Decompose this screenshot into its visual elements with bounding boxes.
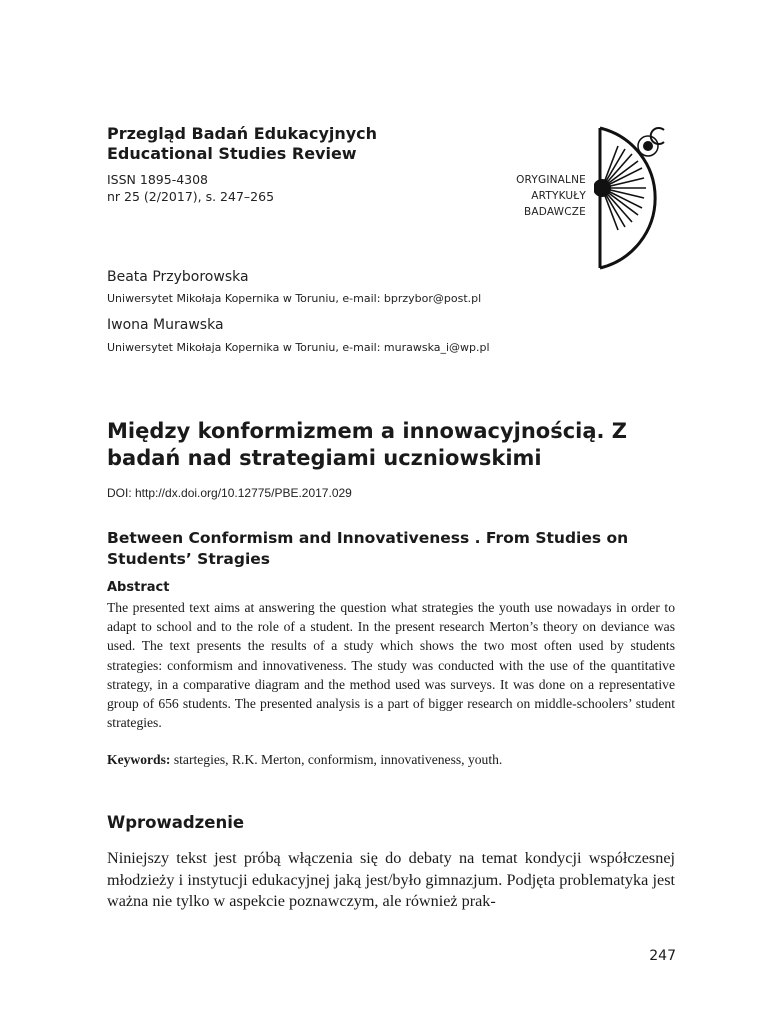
article-title-pl: Między konformizmem a innowacyjnością. Z badań nad strategiami uczniowskimi [107, 419, 628, 470]
doi-link[interactable]: DOI: http://dx.doi.org/10.12775/PBE.2017.029 [107, 486, 352, 500]
journal-meta [107, 171, 274, 205]
issue-info: nr 25 (2/2017), s. 247–265 [107, 189, 275, 204]
journal-title-pl: Przegląd Badań Edukacyjnych [107, 124, 378, 143]
abstract-text: The presented text aims at answering the question what strategies the youth use nowadays in order to adapt to school and to the role of a student. In the present research Merton’s theory on deviance was used. The text presents the results of a study which shows the two most often used by students strategies: conformism and innovativeness. The study was conducted with the use of the quantitative strategy, in a comparative diagram and the method used was surveys. It was done on a representative group of 656 students. The presented analysis is a part of bigger research on middle-schoolers’ student strategies. [107, 600, 675, 731]
section-heading: Wprowadzenie [107, 813, 245, 832]
journal-title [107, 124, 377, 164]
abstract-heading: Abstract [107, 580, 170, 595]
page-number: 247 [649, 948, 676, 964]
section-body: Niniejszy tekst jest próbą włączenia się do debaty na temat kondycji współczesnej młodzieży i instytucji edukacyjnej jaką jest/było gimnazjum. Podjęta problematyka jest ważna nie tylko w aspekcie poznawczym, ale również prak- [107, 849, 675, 910]
keywords-list: startegies, R.K. Merton, conformism, innovativeness, youth. [173, 752, 503, 767]
article-type-badge: ORYGINALNE ARTYKUŁY BADAWCZE [516, 174, 586, 218]
author-name: Iwona Murawska [107, 317, 224, 333]
keywords [107, 752, 677, 768]
author-affiliation: Uniwersytet Mikołaja Kopernika w Toruniu, e-mail: bprzybor@post.pl [107, 292, 482, 305]
author-name: Beata Przyborowska [107, 269, 249, 285]
author-affiliation: Uniwersytet Mikołaja Kopernika w Toruniu, e-mail: murawska_i@wp.pl [107, 341, 490, 354]
issn: ISSN 1895-4308 [107, 172, 209, 187]
journal-logo-icon [594, 124, 680, 272]
journal-title-en: Educational Studies Review [107, 144, 357, 163]
keywords-label: Keywords: [107, 752, 171, 767]
article-title-en: Between Conformism and Innovativeness . From Studies on Students’ Stragies [107, 529, 629, 568]
